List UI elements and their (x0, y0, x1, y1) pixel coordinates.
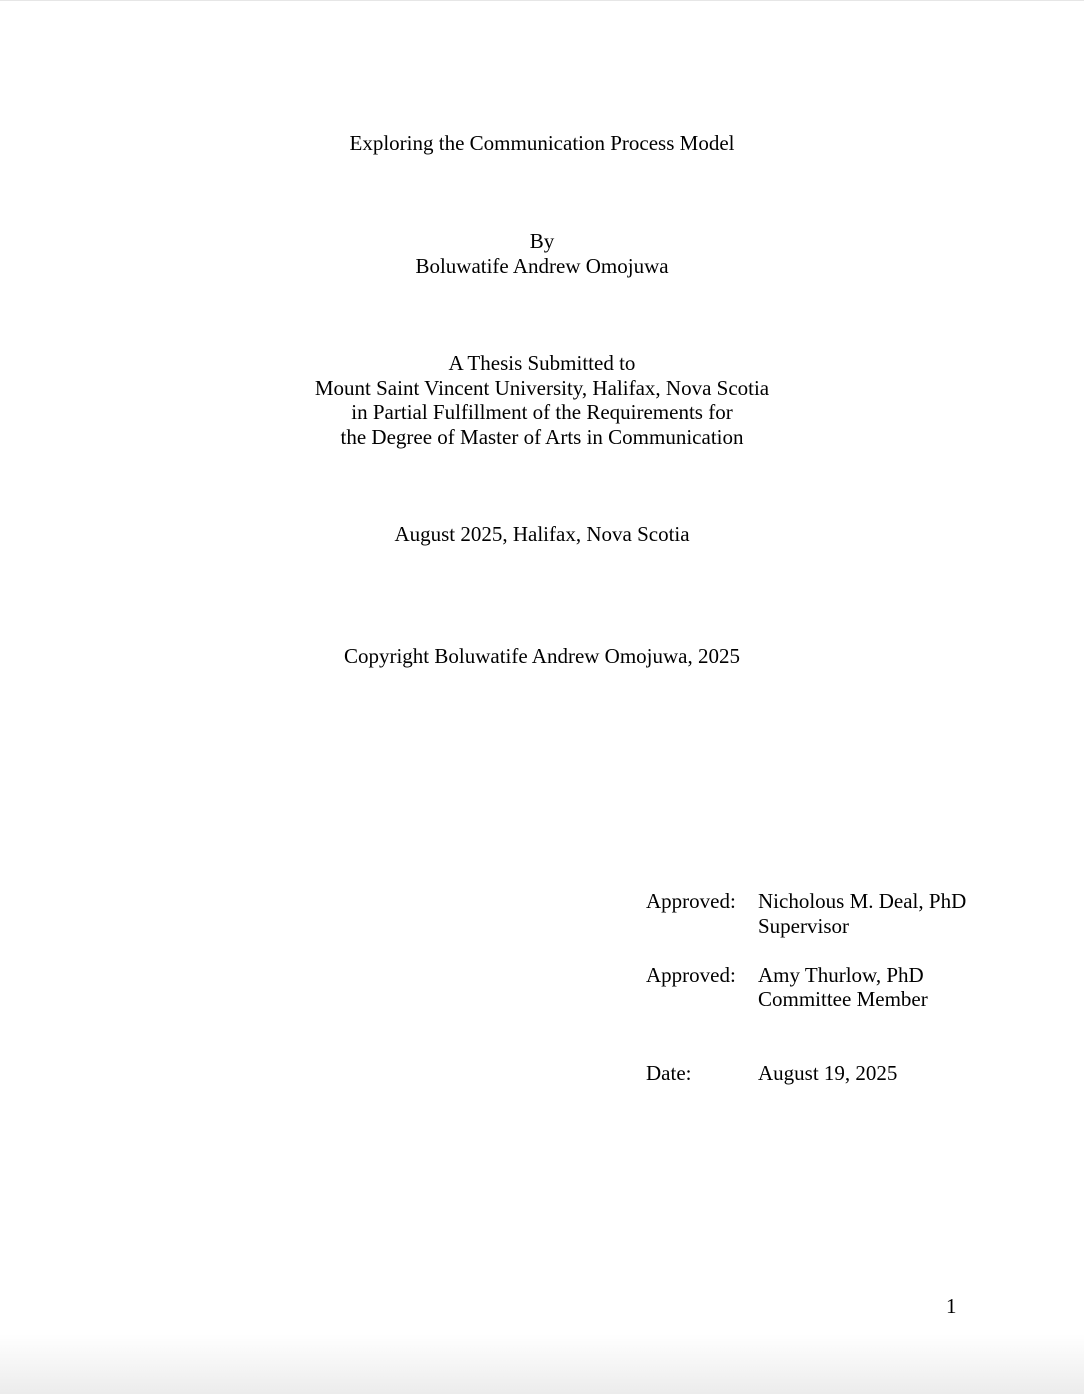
page-number: 1 (946, 1294, 957, 1318)
submission-line-4: the Degree of Master of Arts in Communication (340, 424, 744, 449)
submission-line-2: Mount Saint Vincent University, Halifax, Nova Scotia (314, 375, 770, 400)
thesis-title: Exploring the Communication Process Model (349, 131, 735, 155)
approver-name: Amy Thurlow, PhD (758, 963, 924, 987)
submission-line-3: in Partial Fulfillment of the Requirements for (351, 400, 733, 424)
date-place: August 2025, Halifax, Nova Scotia (394, 522, 690, 546)
submission-statement (0, 351, 1084, 449)
bottom-shadow (0, 1334, 1084, 1394)
submission-line-1: A Thesis Submitted to (448, 351, 636, 375)
byline (0, 229, 1084, 278)
approval-label: Approved: (646, 963, 736, 987)
approval-date: August 19, 2025 (758, 1061, 898, 1085)
author-name: Boluwatife Andrew Omojuwa (415, 253, 669, 278)
approver-name: Nicholous M. Deal, PhD (758, 889, 967, 913)
approver-role: Committee Member (758, 987, 928, 1011)
copyright-notice: Copyright Boluwatife Andrew Omojuwa, 2025 (343, 644, 741, 668)
date-label: Date: (646, 1061, 692, 1085)
byline-by: By (529, 229, 555, 253)
approver-role: Supervisor (758, 914, 849, 938)
approval-label: Approved: (646, 889, 736, 913)
